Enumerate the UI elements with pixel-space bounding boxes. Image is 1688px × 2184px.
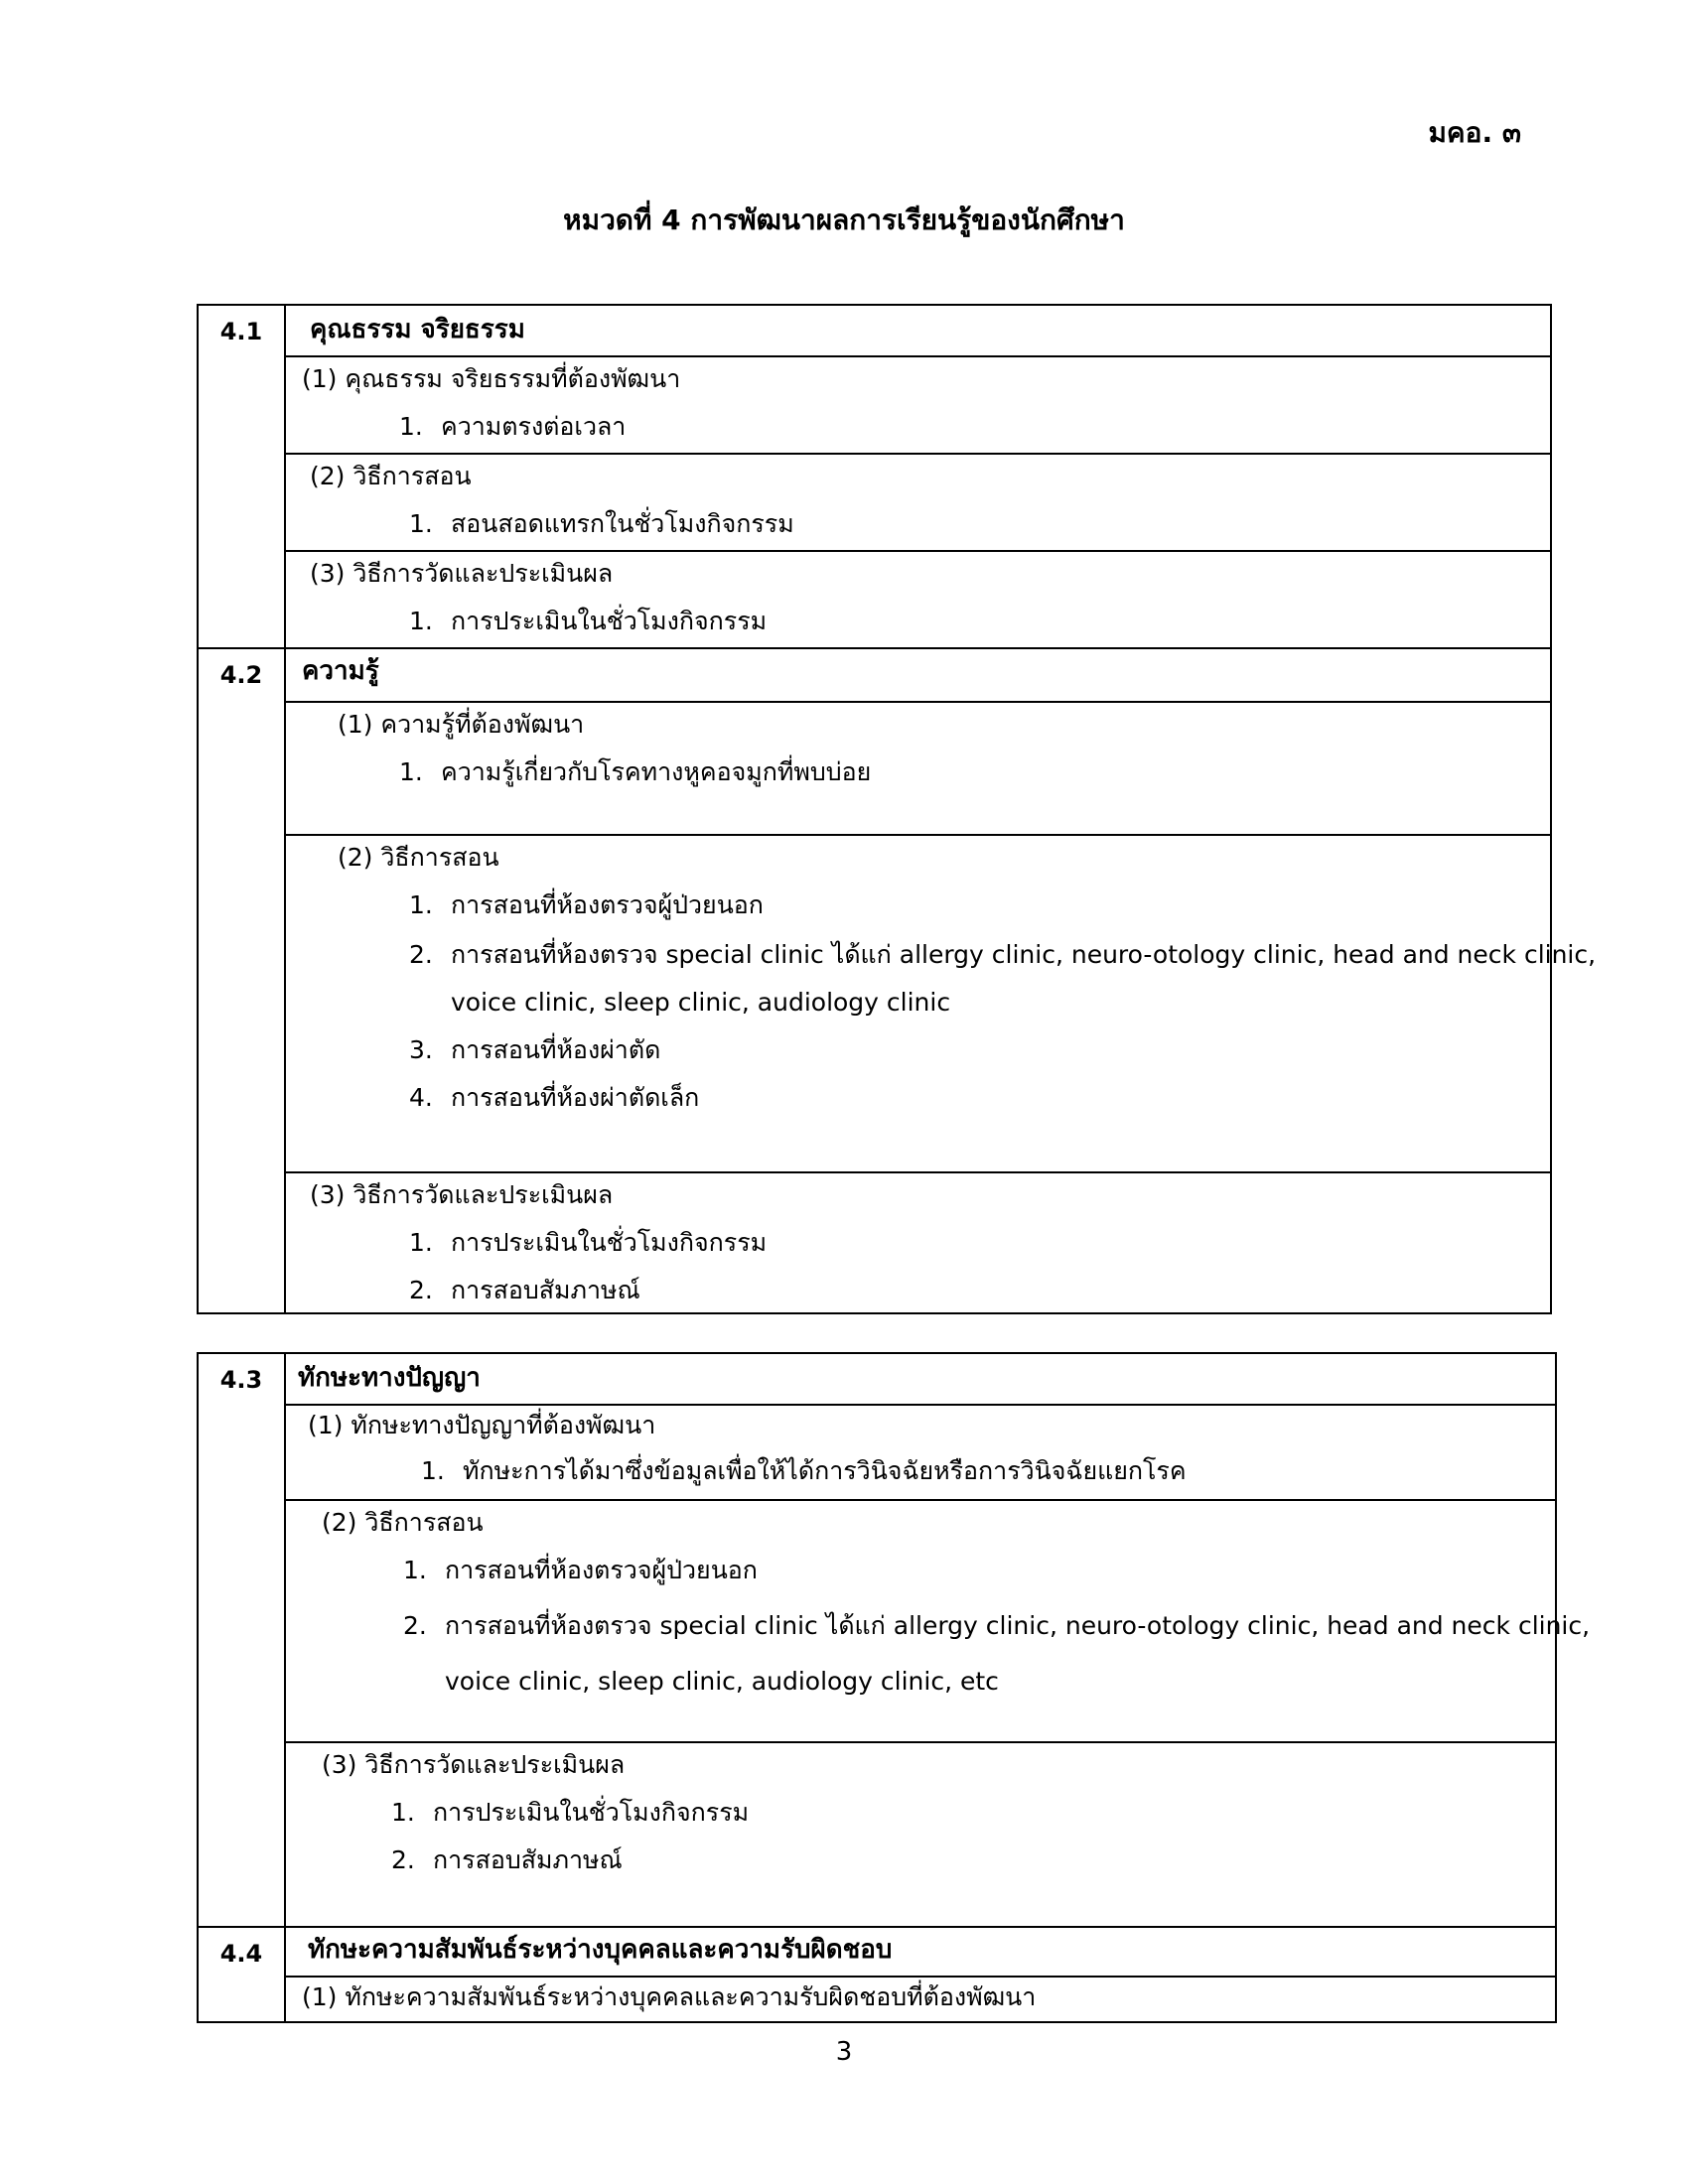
page-title: หมวดที่ 4 การพัฒนาผลการเรียนรู้ของนักศึกษา — [563, 204, 1125, 236]
list-item: 2. การสอบสัมภาษณ์ — [409, 1276, 640, 1304]
list-item: 3. การสอนที่ห้องผ่าตัด — [409, 1035, 661, 1064]
subheading-4-1-2: (2) วิธีการสอน — [310, 462, 472, 490]
list-item: 2. การสอนที่ห้องตรวจ special clinic ได้แก่ allergy clinic, neuro-otology clinic, head and neck clinic, — [403, 1611, 1591, 1640]
row-divider — [284, 701, 1550, 703]
table-4-3-4-4 — [197, 1352, 1591, 2023]
subheading-4-1-3: (3) วิธีการวัดและประเมินผล — [310, 559, 614, 588]
list-item: 1. ทักษะการได้มาซึ่งข้อมูลเพื่อให้ได้การวินิจฉัยหรือการวินิจฉัยแยกโรค — [421, 1456, 1187, 1485]
list-item: 1. การประเมินในชั่วโมงกิจกรรม — [391, 1798, 750, 1827]
subheading-4-2-3: (3) วิธีการวัดและประเมินผล — [310, 1180, 614, 1209]
list-item: 1. การประเมินในชั่วโมงกิจกรรม — [409, 1228, 768, 1257]
subheading-4-4-1: (1) ทักษะความสัมพันธ์ระหว่างบุคคลและความรับผิดชอบที่ต้องพัฒนา — [302, 1982, 1037, 2011]
list-item: 1. การสอนที่ห้องตรวจผู้ป่วยนอก — [403, 1556, 758, 1584]
subheading-4-3-2: (2) วิธีการสอน — [322, 1508, 484, 1537]
section-number-column — [199, 306, 286, 1312]
row-divider — [284, 834, 1550, 836]
row-divider — [284, 1976, 1555, 1978]
list-item: 1. การสอนที่ห้องตรวจผู้ป่วยนอก — [409, 890, 764, 919]
section-divider — [199, 647, 1550, 649]
row-divider — [284, 1499, 1555, 1501]
subheading-4-3-3: (3) วิธีการวัดและประเมินผล — [322, 1750, 626, 1779]
row-divider — [284, 1171, 1550, 1173]
section-number-column — [199, 1354, 286, 2021]
table-4-1-4-2 — [197, 304, 1597, 1314]
section-heading-4-2: ความรู้ — [302, 656, 379, 686]
section-heading-4-3: ทักษะทางปัญญา — [298, 1363, 481, 1393]
row-divider — [284, 550, 1550, 552]
doc-code: มคอ. ๓ — [1428, 116, 1521, 149]
subheading-4-2-1: (1) ความรู้ที่ต้องพัฒนา — [338, 710, 585, 739]
section-heading-4-4: ทักษะความสัมพันธ์ระหว่างบุคคลและความรับผิดชอบ — [308, 1935, 893, 1965]
section-heading-4-1: คุณธรรม จริยธรรม — [310, 315, 525, 344]
list-item-continuation: voice clinic, sleep clinic, audiology clinic — [451, 988, 951, 1017]
row-divider — [284, 453, 1550, 455]
section-number-4-1: 4.1 — [219, 318, 263, 345]
list-item: 1. การประเมินในชั่วโมงกิจกรรม — [409, 607, 768, 635]
list-item: 2. การสอบสัมภาษณ์ — [391, 1845, 623, 1874]
list-item: 1. สอนสอดแทรกในชั่วโมงกิจกรรม — [409, 509, 794, 538]
list-item: 1. ความตรงต่อเวลา — [399, 412, 627, 441]
list-item: 2. การสอนที่ห้องตรวจ special clinic ได้แก่ allergy clinic, neuro-otology clinic, head and neck clinic, — [409, 940, 1597, 969]
section-number-4-2: 4.2 — [219, 661, 263, 689]
section-number-4-3: 4.3 — [219, 1366, 263, 1394]
row-divider — [284, 1404, 1555, 1406]
page-number: 3 — [835, 2037, 853, 2067]
section-divider — [199, 1926, 1555, 1928]
list-item: 1. ความรู้เกี่ยวกับโรคทางหูคอจมูกที่พบบ่อย — [399, 757, 872, 786]
row-divider — [284, 355, 1550, 357]
subheading-4-1-1: (1) คุณธรรม จริยธรรมที่ต้องพัฒนา — [302, 364, 681, 393]
subheading-4-3-1: (1) ทักษะทางปัญญาที่ต้องพัฒนา — [308, 1411, 656, 1439]
list-item: 4. การสอนที่ห้องผ่าตัดเล็ก — [409, 1083, 700, 1112]
row-divider — [284, 1741, 1555, 1743]
list-item-continuation: voice clinic, sleep clinic, audiology clinic, etc — [445, 1667, 999, 1696]
section-number-4-4: 4.4 — [219, 1940, 263, 1968]
subheading-4-2-2: (2) วิธีการสอน — [338, 843, 499, 872]
